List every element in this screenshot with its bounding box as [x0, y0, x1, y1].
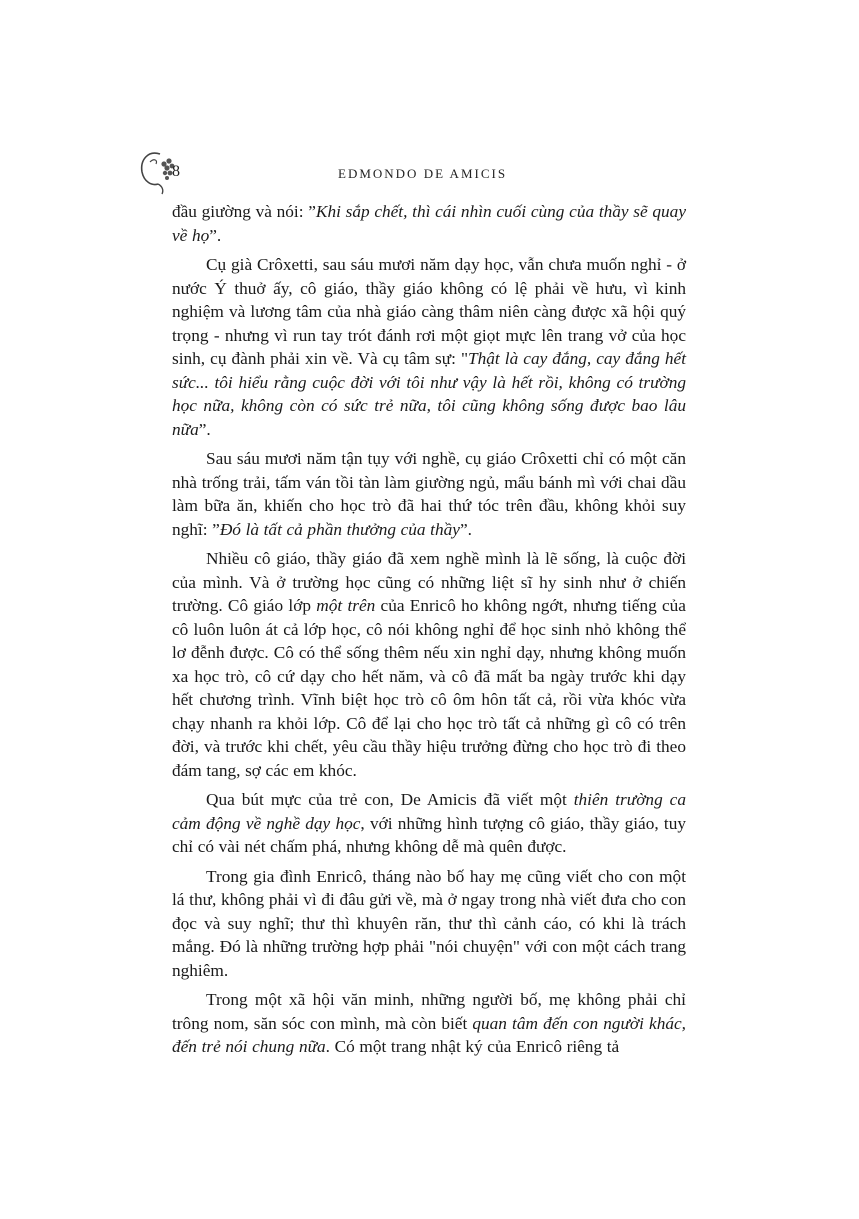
- text-run: ”.: [459, 519, 472, 539]
- paragraph: [172, 253, 686, 441]
- italic-text: một trên: [316, 596, 376, 615]
- text-run: ”.: [198, 419, 211, 439]
- italic-text: Thật là cay đắng, cay đắng hết sức... tôi hiểu rằng cuộc đời với tôi như vậy là hết rồi, không có trường học nữa, không còn có sức trẻ nữa, tôi cũng không sống được bao lâu nữa: [172, 349, 686, 439]
- paragraph: [172, 547, 686, 782]
- italic-text: Khi sắp chết, thì cái nhìn cuối cùng của thầy sẽ quay về họ: [172, 202, 686, 245]
- paragraph: [172, 447, 686, 541]
- paragraph: [172, 788, 686, 859]
- body-text: [172, 200, 686, 1065]
- page-number: 8: [172, 163, 180, 180]
- text-run: của Enricô ho không ngớt, nhưng tiếng của cô luôn luôn át cả lớp học, cô nói không nghỉ để học sinh nhỏ không thể lơ đễnh được. Cô có thể sống thêm nếu xin nghỉ dạy, nhưng không muốn xa học trò, cô cứ dạy cho hết năm, và cô đã mất ba ngày trước khi dạy hết chương trình. Vĩnh biệt học trò cô ôm hôn tất cả, rồi vừa khóc vừa chạy nhanh ra khỏi lớp. Cô để lại cho học trò tất cả những gì cô có trên đời, và trước khi chết, yêu cầu thầy hiệu trưởng đừng cho học trò đi theo đám tang, sợ các em khóc.: [172, 596, 686, 780]
- running-title: EDMONDO DE AMICIS: [338, 166, 508, 181]
- text-run: Sau sáu mươi năm tận tụy với nghề, cụ giáo Crôxetti chỉ có một căn nhà trống trải, tấm ván tồi tàn làm giường ngủ, mẩu bánh mì với chai dầu làm bữa ăn, khiến cho học trò đã hai thứ tóc trên đầu, không khỏi suy nghĩ: ”: [172, 449, 686, 539]
- text-run: ”.: [209, 225, 222, 245]
- text-run: Qua bút mực của trẻ con, De Amicis đã viết một: [206, 790, 574, 809]
- text-run: Cụ già Crôxetti, sau sáu mươi năm dạy học, vẫn chưa muốn nghỉ - ở nước Ý thuở ấy, cô giáo, thầy giáo không có lệ phải về hưu, vì kinh nghiệm và lương tâm của nhà giáo càng thâm niên càng được xã hội quý trọng - nhưng vì run tay trót đánh rơi một giọt mực lên trang vở của học sinh, cụ đành phải xin về. Và cụ tâm sự: ": [172, 255, 686, 368]
- text-run: . Có một trang nhật ký của Enricô riêng tả: [325, 1037, 620, 1056]
- text-run: Trong một xã hội văn minh, những người bố, mẹ không phải chỉ trông nom, săn sóc con mình, mà còn biết: [172, 990, 686, 1033]
- paragraph: [172, 865, 686, 983]
- paragraph: [172, 988, 686, 1059]
- text-run: Trong gia đình Enricô, tháng nào bố hay mẹ cũng viết cho con một lá thư, không phải vì đi đâu gửi về, mà ở ngay trong nhà viết đưa cho con đọc và suy nghĩ; thư thì khuyên răn, thư thì cảnh cáo, có khi là trách mắng. Đó là những trường hợp phải "nói chuyện" với con một cách trang nghiêm.: [172, 866, 686, 980]
- italic-text: thiên trường ca cảm động về nghề dạy học: [172, 790, 686, 833]
- text-run: , với những hình tượng cô giáo, thầy giáo, tuy chỉ có vài nét chấm phá, nhưng không dễ mà quên được.: [172, 813, 687, 856]
- italic-text: quan tâm đến con người khác, đến trẻ nói chung nữa: [172, 1013, 686, 1056]
- text-run: Nhiều cô giáo, thầy giáo đã xem nghề mình là lẽ sống, là cuộc đời của mình. Và ở trường học cũng có những liệt sĩ hy sinh như ở chiến trường. Cô giáo lớp: [172, 549, 686, 615]
- italic-text: Đó là tất cả phần thưởng của thầy: [219, 519, 460, 539]
- text-run: đầu giường và nói: ”: [172, 202, 316, 221]
- paragraph: [172, 200, 686, 247]
- page-header: [136, 146, 696, 196]
